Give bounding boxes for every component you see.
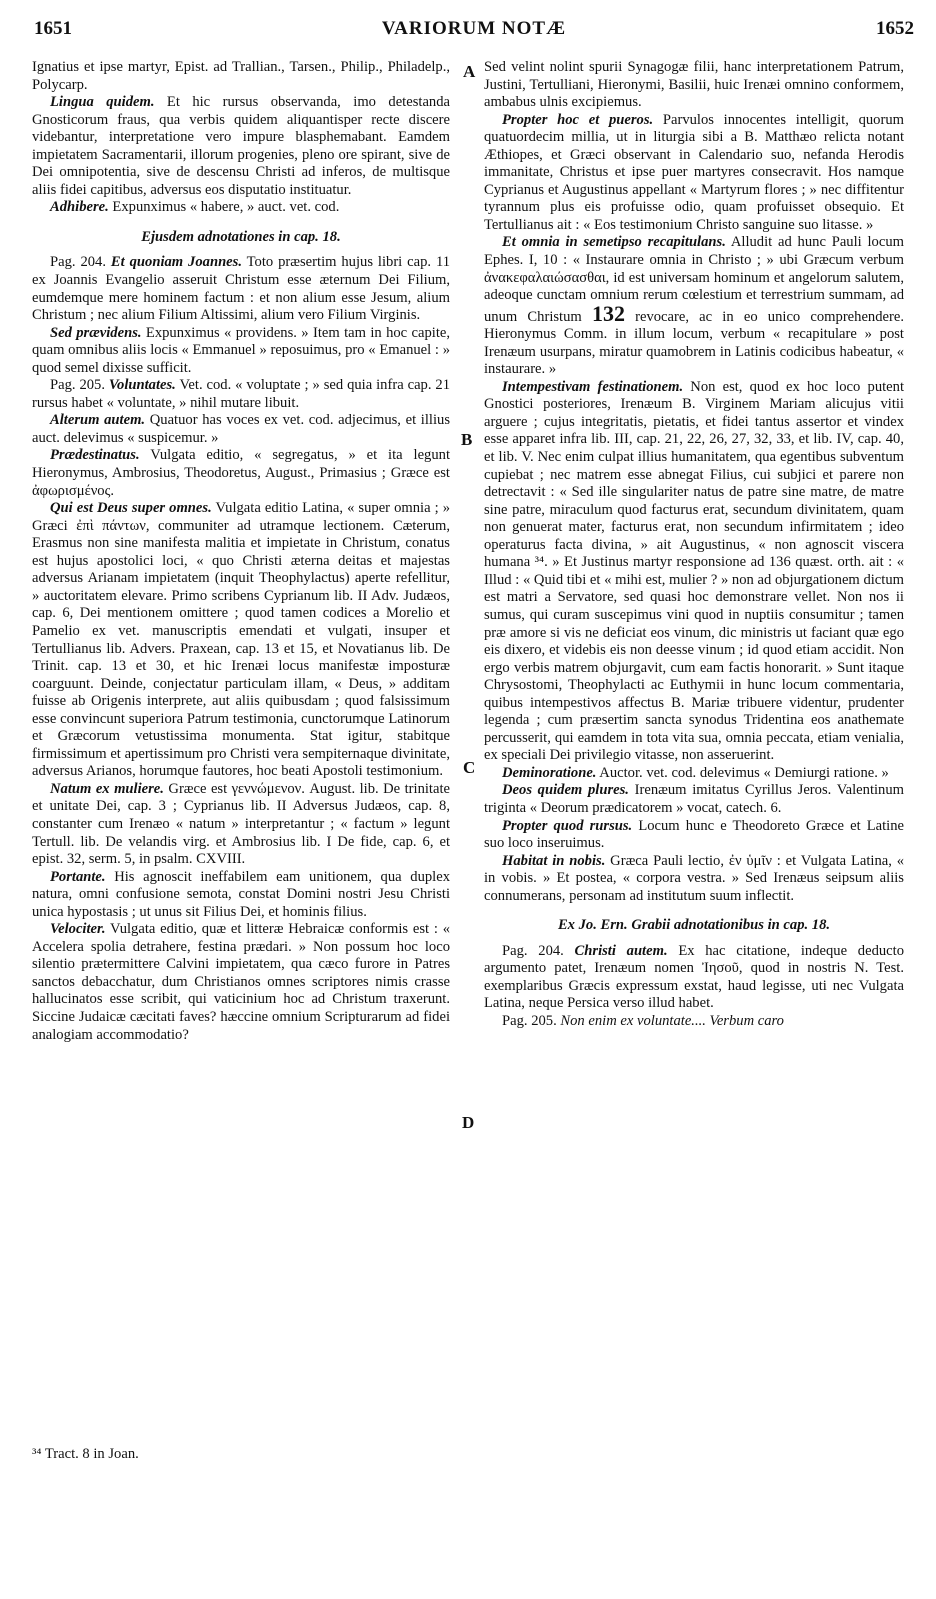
note-paragraph: Pag. 204. Christi autem. Ex hac citatione, indeque deducto argumento patet, Irenæum nomen Ἰησοῦ, quod in nostris N. Test. exemplaribus Græcis expressum exstat, haud legisse, uti nec Vulgata Latina, neque Persica verso illud habet. — [484, 942, 904, 1012]
lemma: Deminoratione. — [502, 764, 597, 781]
note-paragraph: Pag. 204. Et quoniam Joannes. Toto præsertim hujus libri cap. 11 ex Joannis Evangelio asseruit Christum esse æternum Dei Filium, eumdemque mere hominem factum : et non alium esse Jesum, alium Christum ; nec alium Filium Altissimi, alium vero Filium Virginis. — [32, 254, 451, 324]
lemma: Prædestinatus. — [50, 447, 140, 464]
lemma: Lingua quidem. — [50, 94, 155, 111]
lemma: Portante. — [50, 868, 106, 885]
note-paragraph: Prædestinatus. Vulgata editio, « segregatus, » et ita legunt Hieronymus, Ambrosius, Theodoretus, August., Primasius ; Græce est ἀφωρισμένος. — [32, 447, 450, 499]
note-paragraph: Intempestivam festinationem. Non est, quod ex hoc loco putent Gnostici posteriores, Irenæum B. Virginem Mariam alicujus vitii arguere ; cujus integritatis, pietatis, et fidei tantus assertor et vindex esse apparet infra lib. III, cap. 21, 22, 26, 27, 32, 33, et lib. IV, cap. 40, et lib. V. Nec enim culpat illius humanitatem, qua egentibus subventum cupiebat ; nec matrem esse abnegat Filius, cui subjici et parere non detrectavit : « Sed ille singulariter natus de patre sine matre, de matre sine patre, miraculum quod facturus erat, secundum divinitatem, quam non genuerat mater, facturus erat, non secundum infirmitatem ; ideo operaturus facta divina, » ait Augustinus, « non agnoscit viscera humana ³⁴. » Et Justinus martyr responsione ad 136 quæst. orth. ait : « Illud : « Quid tibi et « mihi est, mulier ? » non ad objurgationem dictum est matri a Servatore, sed quasi hoc demonstrare vellet. Non nos ii sumus, qui curam suscepimus vini quod in nuptiis consumitur ; tamen præ amore si vis ne deficiat eos vinum, dic ministris ut faciant quæ ego eis dixero, et videbis eis non deesse vinum ; id quod etiam accidit. Non ergo verbis matrem objurgavit, cum eam factis honorarit. » Sunt itaque Chrysostomi, Theophylacti ac Euthymii in hunc locum commentaria, quibus intempestivos affectus B. Mariæ tribuere videntur, prudenter legenda ; cum præsertim sancta synodus Tridentina eos anathemate percusserit, qui eamdem in tota vita sua, omnia peccata, etiam venialia, ex speciali Dei privilegio vitasse, non asseruerint. — [484, 378, 904, 764]
note-paragraph: Ignatius et ipse martyr, Epist. ad Trallian., Tarsen., Philip., Philadelp., Polycarp. — [32, 59, 450, 93]
lemma: Propter quod rursus. — [502, 817, 633, 834]
note-paragraph: Deos quidem plures. Irenæum imitatus Cyrillus Jeros. Valentinum triginta « Deorum prædicatorem » vocat, catech. 6. — [484, 782, 904, 816]
lemma: Adhibere. — [50, 199, 109, 216]
note-paragraph: Sed prævidens. Expunximus « providens. » Item tam in hoc capite, quam omnibus aliis locis « Emmanuel » reposuimus, pro « Emanuel : » quod semel dixisse sufficit. — [32, 324, 450, 376]
running-title: VARIORUM NOTÆ — [381, 18, 567, 39]
note-paragraph: Lingua quidem. Et hic rursus observanda, imo detestanda Gnosticorum fraus, qua verbis quidem aliquantisper recte discere videbantur, interpretatione vero impure blasphemabant. Eamdem impietatem Sacramentarii, illorum progenies, pleno ore spirant, sive de Dei omnipotentia, sive de descensu Christi ad inferos, de multisque aliis fidei capitibus, adversus eos disputatio instituatur. — [32, 94, 450, 198]
lemma: Et omnia in semetipso recapitulans. — [502, 234, 726, 251]
note-paragraph: Portante. His agnoscit ineffabilem eam unitionem, qua duplex natura, omni confusione semota, constat Domini nostri Jesu Christi unica hypostasis ; ut unus sit Filius Dei, et hominis filius. — [32, 868, 450, 920]
edition-page-number: 132 — [591, 300, 625, 326]
page-ref: Pag. 204. — [502, 942, 564, 959]
right-column — [484, 59, 904, 1031]
note-paragraph: Deminoratione. Auctor. vet. cod. delevimus « Demiurgi ratione. » — [502, 764, 889, 781]
note-paragraph: Velociter. Vulgata editio, quæ et litteræ Hebraicæ conformis est : « Accelera spolia detrahere, festina prædari. » Non possum hoc loco silentio prætermittere Calvini impietatem, qua cæco furore in Patres sanctos debacchatur, dum Christianos omnes scriptores nimis crasse hallucinatos esse scribit, qui vaticinium hoc ad Christum traxerunt. Siccine Judaicæ cæcitati faves? hæccine omnium Scripturarum ad fidei analogiam accommodatio? — [32, 921, 450, 1043]
lemma: Deos quidem plures. — [502, 782, 629, 799]
lemma: Velociter. — [50, 921, 106, 938]
note-paragraph: Sed velint nolint spurii Synagogæ filii, hanc interpretationem Patrum, Justini, Tertulliani, Hieronymi, Basilii, huic Irenæi omnino conformem, ambabus ulnis excipiemus. — [484, 59, 904, 111]
lemma: Intempestivam festinationem. — [502, 378, 684, 395]
section-heading: Ex Jo. Ern. Grabii adnotationibus in cap. 18. — [557, 917, 831, 934]
page-header — [34, 18, 914, 48]
note-paragraph: Qui est Deus super omnes. Vulgata editio Latina, « super omnia ; » Græci ἐπὶ πάντων, communiter ad utramque lectionem. Cæterum, Erasmus non sine manifesta malitia et impietate in Christum, conatus est hujus apostolici loci, « quo Christi æterna deitas et majestas adversus Arianam impietatem (inquit Theophylactus) aperte refellitur, » auctoritatem elevare. Primo scribens Cyprianum lib. II Adv. Judæos, cap. 6, Dei mentionem omittere ; quod tamen codices a Morelio et Pamelio ex vet. manuscriptis emendati et vulgati, insuper et Tertullianus lib. Advers. Praxean, cap. 13 et 15, et Novatianus lib. De Trinit. cap. 13 et 30, et hic Irenæi locus manifestæ imposturæ coarguunt. Deinde, conjectatur particulam illam, « Deus, » additam fuisse ab Origenis interprete, aut aliis quibusdam ; quod falsissimum esse convincunt superiora Patrum testimonia, cunctorumque Latinorum et Græcorum vetustissima monumenta. Stat igitur, stabitque firmissimum et apertissimum pro Christi vera sempiternaque divinitate, adversus Arianos, horumque fautores, hoc beati Apostoli testimonium. — [32, 500, 450, 780]
note-paragraph: Habitat in nobis. Græca Pauli lectio, ἐν ὑμῖν : et Vulgata Latina, « in vobis. » Et postea, « corpora vestra. » Sed Irenæus seipsum aliis connumerans, personam ad institutum suum inflectit. — [484, 852, 904, 904]
left-column — [32, 59, 450, 1044]
note-paragraph: Propter hoc et pueros. Parvulos innocentes intelligit, quorum quatuordecim millia, ut in liturgia sibi a B. Matthæo relicta notant Æthiopes, et Græci observant in Calendario suo, nefanda Herodis immanitate, Christus et ipse puer martyres consecravit. Hos namque Cyprianus et Augustinus appellant « Martyrum flores ; » nec diffitentur tyrannum plus eis profuisse odio, quam profuisset obsequio. Et Tertullianus ait : « Eos testimonium Christo sanguine suo litasse. » — [484, 111, 904, 233]
section-heading: Ejusdem adnotationes in cap. 18. — [141, 228, 341, 245]
lemma: Natum ex muliere. — [50, 780, 164, 797]
lemma: Christi autem. — [574, 942, 668, 959]
margin-letter-d: D — [462, 1113, 475, 1132]
lemma: Habitat in nobis. — [502, 852, 606, 869]
left-page-number: 1651 — [34, 18, 72, 39]
note-paragraph: Alterum autem. Quatuor has voces ex vet. cod. adjecimus, et illius auct. delevimus « suspicemur. » — [32, 412, 450, 446]
footnote: ³⁴ Tract. 8 in Joan. — [32, 1446, 139, 1462]
lemma: Propter hoc et pueros. — [502, 111, 654, 128]
right-page-number: 1652 — [876, 18, 914, 39]
margin-letter-c: C — [463, 758, 476, 777]
note-paragraph: Pag. 205. Voluntates. Vet. cod. « voluptate ; » sed quia infra cap. 21 rursus habet « voluntate, » nihil mutare libuit. — [32, 377, 450, 411]
note-paragraph: Et omnia in semetipso recapitulans. Alludit ad hunc Pauli locum Ephes. I, 10 : « Instaurare omnia in Christo ; » ubi Græcum verbum ἀνακεφαλαιώσασθαι, id est universam hominum et angelorum salutem, adeoque cunctam omnium rerum cœlestium et terrestrium summam, ad unum Christum 132 revocare, ac in eo unico comprehendere. Hieronymus Comm. in illum locum, verbum « recapitulare » post Irenæum usurpans, miratur quamobrem in Latinis codicibus habeatur, « instaurare. » — [484, 234, 904, 378]
lemma: Et quoniam Joannes. — [110, 254, 242, 271]
page-ref: Pag. 205. — [502, 1012, 557, 1029]
margin-letter-b: B — [461, 430, 473, 449]
margin-letter-a: A — [463, 62, 476, 81]
page-ref: Pag. 204. — [50, 254, 106, 271]
lemma: Qui est Deus super omnes. — [50, 500, 212, 517]
lemma: Sed prævidens. — [50, 324, 142, 341]
note-paragraph: Propter quod rursus. Locum hunc e Theodoreto Græce et Latine suo loco inseruimus. — [484, 817, 904, 852]
note-paragraph: Adhibere. Expunximus « habere, » auct. vet. cod. — [50, 199, 340, 216]
note-paragraph: Pag. 205. Non enim ex voluntate.... Verbum caro — [502, 1012, 784, 1029]
lemma: Voluntates. — [108, 377, 176, 394]
lemma: Alterum autem. — [50, 412, 146, 429]
page-ref: Pag. 205. — [50, 377, 105, 394]
note-paragraph: Natum ex muliere. Græce est γεννώμενον. August. lib. De trinitate et unitate Dei, cap. 3 ; Cyprianus lib. II Adversus Judæos, cap. 8, constanter cum Irenæo « natum » interpretantur ; « factum » legunt Tertull. lib. De velandis virg. et Ambrosius lib. I De fide, cap. 6, et epist. 32, serm. 5, in psalm. CXVIII. — [32, 780, 450, 868]
